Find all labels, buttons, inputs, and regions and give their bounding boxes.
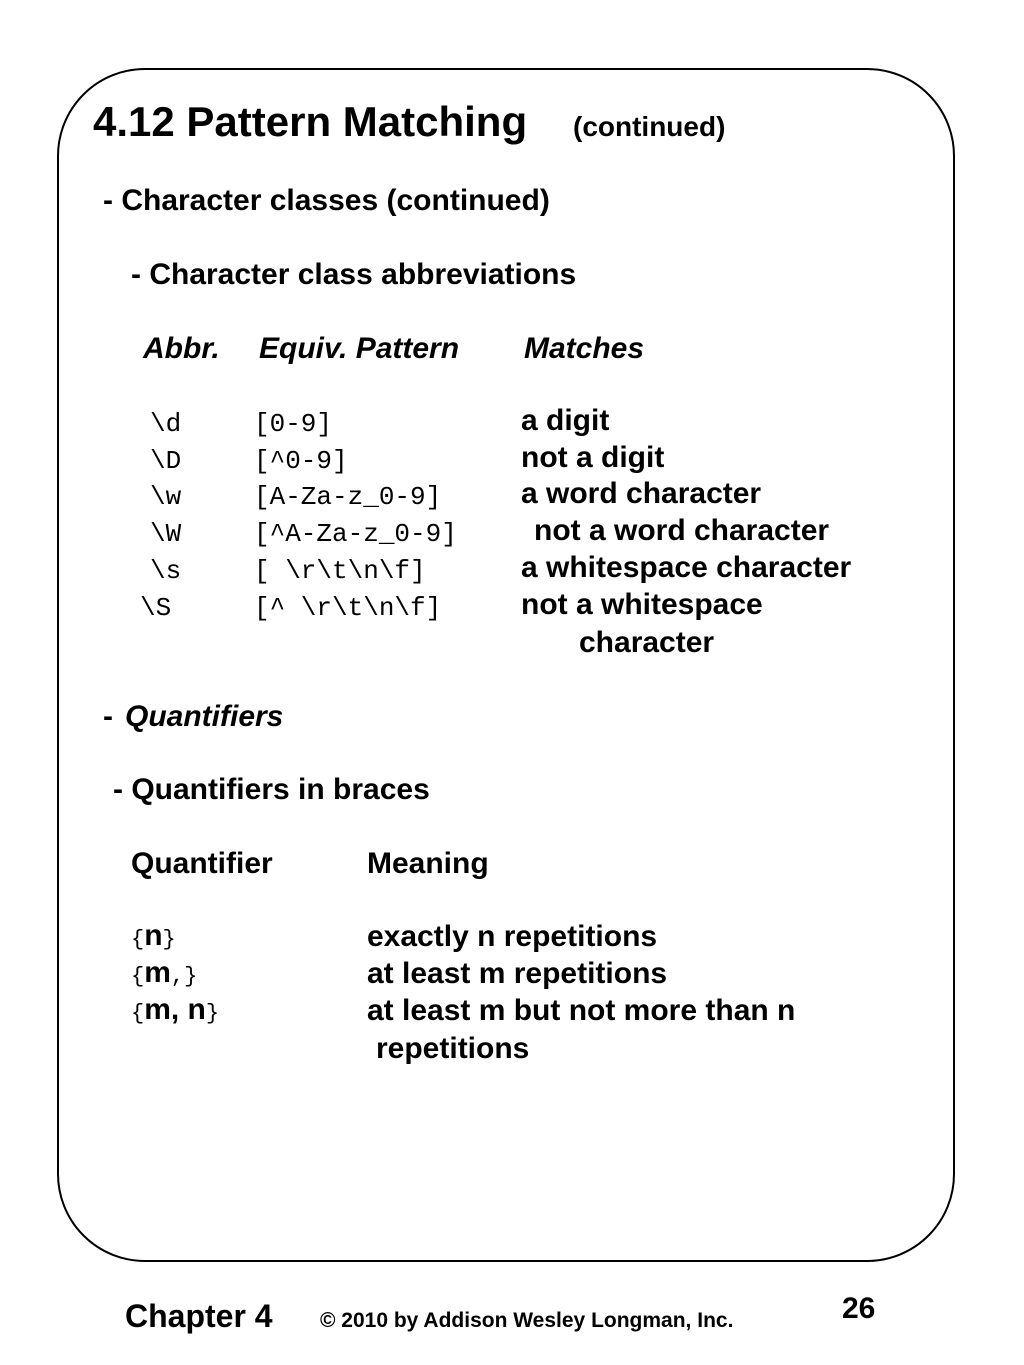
meaning-cell-continued: repetitions <box>376 1032 530 1065</box>
abbr-cell: \s <box>150 556 182 586</box>
pattern-cell: [ \r\t\n\f] <box>254 556 426 586</box>
abbr-column-header: Abbr. <box>143 332 220 365</box>
matches-column-header: Matches <box>524 332 645 365</box>
matches-cell: not a whitespace <box>521 588 763 621</box>
meaning-cell: at least m but not more than n <box>367 994 796 1027</box>
slide-title-continued: (continued) <box>573 111 726 142</box>
pattern-cell: [0-9] <box>254 409 333 439</box>
pattern-cell: [A-Za-z_0-9] <box>254 482 442 512</box>
footer-chapter: Chapter 4 <box>125 1298 273 1334</box>
quantifier-var: m, n <box>144 993 206 1026</box>
quantifier-cell <box>131 958 197 988</box>
abbr-cell: \W <box>150 519 182 549</box>
quantifier-var: n <box>144 919 163 952</box>
matches-cell: a digit <box>521 404 610 437</box>
footer-copyright: © 2010 by Addison Wesley Longman, Inc. <box>320 1309 734 1332</box>
close-brace: ,} <box>170 964 198 989</box>
matches-cell: not a word character <box>534 514 830 547</box>
pattern-column-header: Equiv. Pattern <box>259 332 460 365</box>
matches-cell: not a digit <box>521 441 665 474</box>
char-classes-heading: - Character classes (continued) <box>103 184 550 217</box>
open-brace: { <box>131 1001 145 1026</box>
quantifiers-dash: - <box>103 700 113 733</box>
matches-cell: a whitespace character <box>521 551 852 584</box>
abbrev-heading: - Character class abbreviations <box>131 258 577 291</box>
pattern-cell: [^ \r\t\n\f] <box>254 593 442 623</box>
quantifier-cell <box>131 995 219 1025</box>
page-number: 26 <box>842 1292 876 1325</box>
matches-cell-continued: character <box>579 626 715 659</box>
meaning-column-header: Meaning <box>367 847 489 880</box>
slide-title: 4.12 Pattern Matching <box>93 98 528 145</box>
quantifiers-heading: Quantifiers <box>125 700 284 733</box>
matches-cell: a word character <box>521 477 762 510</box>
pattern-cell: [^0-9] <box>254 446 348 476</box>
quantifier-var: m <box>144 956 171 989</box>
meaning-cell: at least m repetitions <box>367 957 668 990</box>
close-brace: } <box>205 1001 220 1026</box>
open-brace: { <box>131 964 145 989</box>
abbr-cell: \d <box>150 409 182 439</box>
abbr-cell: \D <box>150 446 182 476</box>
quantifier-column-header: Quantifier <box>131 847 273 880</box>
quantifier-cell <box>131 921 176 951</box>
slide-frame <box>57 68 955 1262</box>
abbr-cell: \S <box>140 593 172 623</box>
close-brace: } <box>162 927 176 952</box>
abbr-cell: \w <box>150 482 182 512</box>
open-brace: { <box>131 927 145 952</box>
braces-heading: - Quantifiers in braces <box>113 773 430 806</box>
pattern-cell: [^A-Za-z_0-9] <box>254 519 457 549</box>
meaning-cell: exactly n repetitions <box>367 920 658 953</box>
